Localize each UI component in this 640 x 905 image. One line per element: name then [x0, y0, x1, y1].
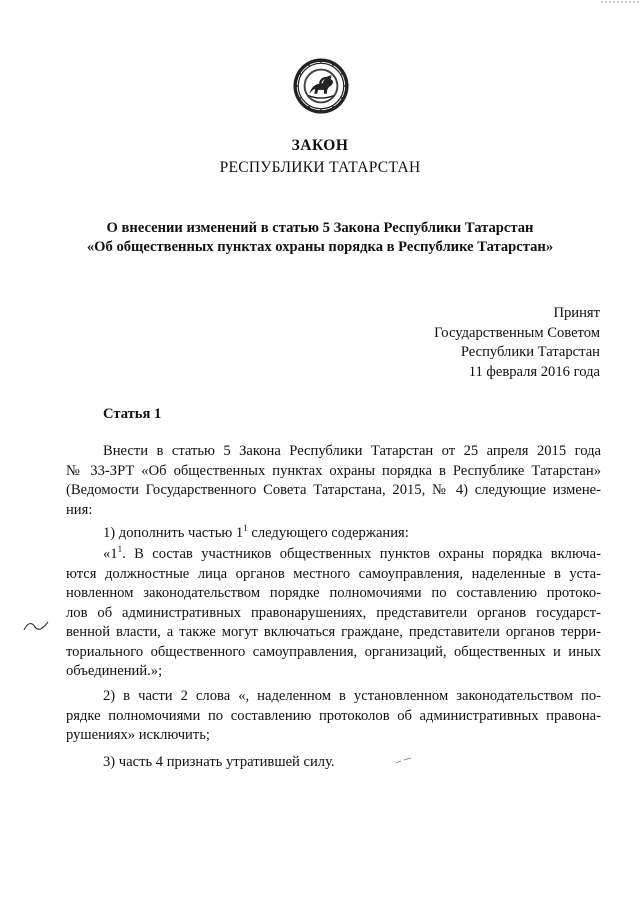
item-2-line-1: 2) в части 2 слова «, наделенном в установленном законодательством по- [103, 688, 601, 704]
scan-corner-artifact [601, 0, 640, 10]
item-2-line-3: рушениях» исключить; [66, 727, 210, 743]
item-2-paragraph [66, 687, 601, 746]
item-3-line: 3) часть 4 признать утратившей силу. [103, 754, 335, 770]
article-title: Статья 1 [103, 406, 162, 422]
law-subtitle: РЕСПУБЛИКИ ТАТАРСТАН [219, 159, 421, 176]
item-1-line [66, 524, 601, 544]
item-1-suffix: следующего содержания: [247, 525, 409, 541]
quote-line-4: лов об административных правонарушениях, представители органов государст- [66, 604, 601, 621]
article-intro-paragraph [66, 442, 601, 520]
document-heading [40, 219, 600, 257]
quote-prefix: «1 [103, 546, 118, 562]
quote-line-1 [66, 545, 601, 565]
quote-line-7: объединений.»; [66, 663, 163, 679]
item-2-line-2: рядке полномочиями по составлению протоколов об административных правона- [66, 707, 601, 724]
intro-line-4: ния: [66, 501, 93, 518]
quote-superscript: 1 [117, 544, 123, 554]
document-heading-line-1: О внесении изменений в статью 5 Закона Республики Татарстан [106, 220, 534, 236]
pen-mark-squiggle [22, 618, 50, 634]
scan-speck-mark [395, 757, 413, 765]
quote-line-5: венной власти, а также могут включаться граждане, представители органов терри- [66, 624, 601, 640]
intro-line-1: Внести в статью 5 Закона Республики Татарстан от 25 апреля 2015 года [103, 443, 601, 459]
intro-line-2: № 33-ЗРТ «Об общественных пунктах охраны порядка в Республике Татарстан» [66, 462, 601, 479]
adoption-line-1: Принят [553, 305, 600, 321]
document-heading-line-2: «Об общественных пунктах охраны порядка в Республике Татарстан» [86, 239, 554, 255]
quoted-part-paragraph [66, 545, 601, 682]
quote-line-6: ториального общественного самоуправления, организаций, общественных и иных [66, 643, 601, 660]
item-1-superscript: 1 [243, 523, 248, 533]
adoption-line-3: Республики Татарстан [460, 344, 600, 360]
adoption-date: 11 февраля 2016 года [468, 363, 600, 380]
item-1-paragraph [66, 524, 601, 544]
law-title: ЗАКОН [291, 137, 349, 154]
adoption-line-2: Государственным Советом [434, 324, 600, 341]
item-1-prefix: 1) дополнить частью 1 [103, 525, 244, 541]
quote-first: . В состав участников общественных пунктов охраны порядка включа- [122, 546, 601, 562]
tatarstan-emblem-icon [292, 57, 350, 115]
item-3-paragraph [66, 753, 601, 773]
adoption-block [434, 304, 600, 382]
quote-line-3: новленном законодательством порядке полномочиями по составлению протоко- [66, 585, 601, 601]
intro-line-3: (Ведомости Государственного Совета Татарстана, 2015, № 4) следующие измене- [66, 482, 601, 498]
quote-line-2: ются должностные лица органов местного самоуправления, наделенные в уста- [66, 565, 601, 582]
